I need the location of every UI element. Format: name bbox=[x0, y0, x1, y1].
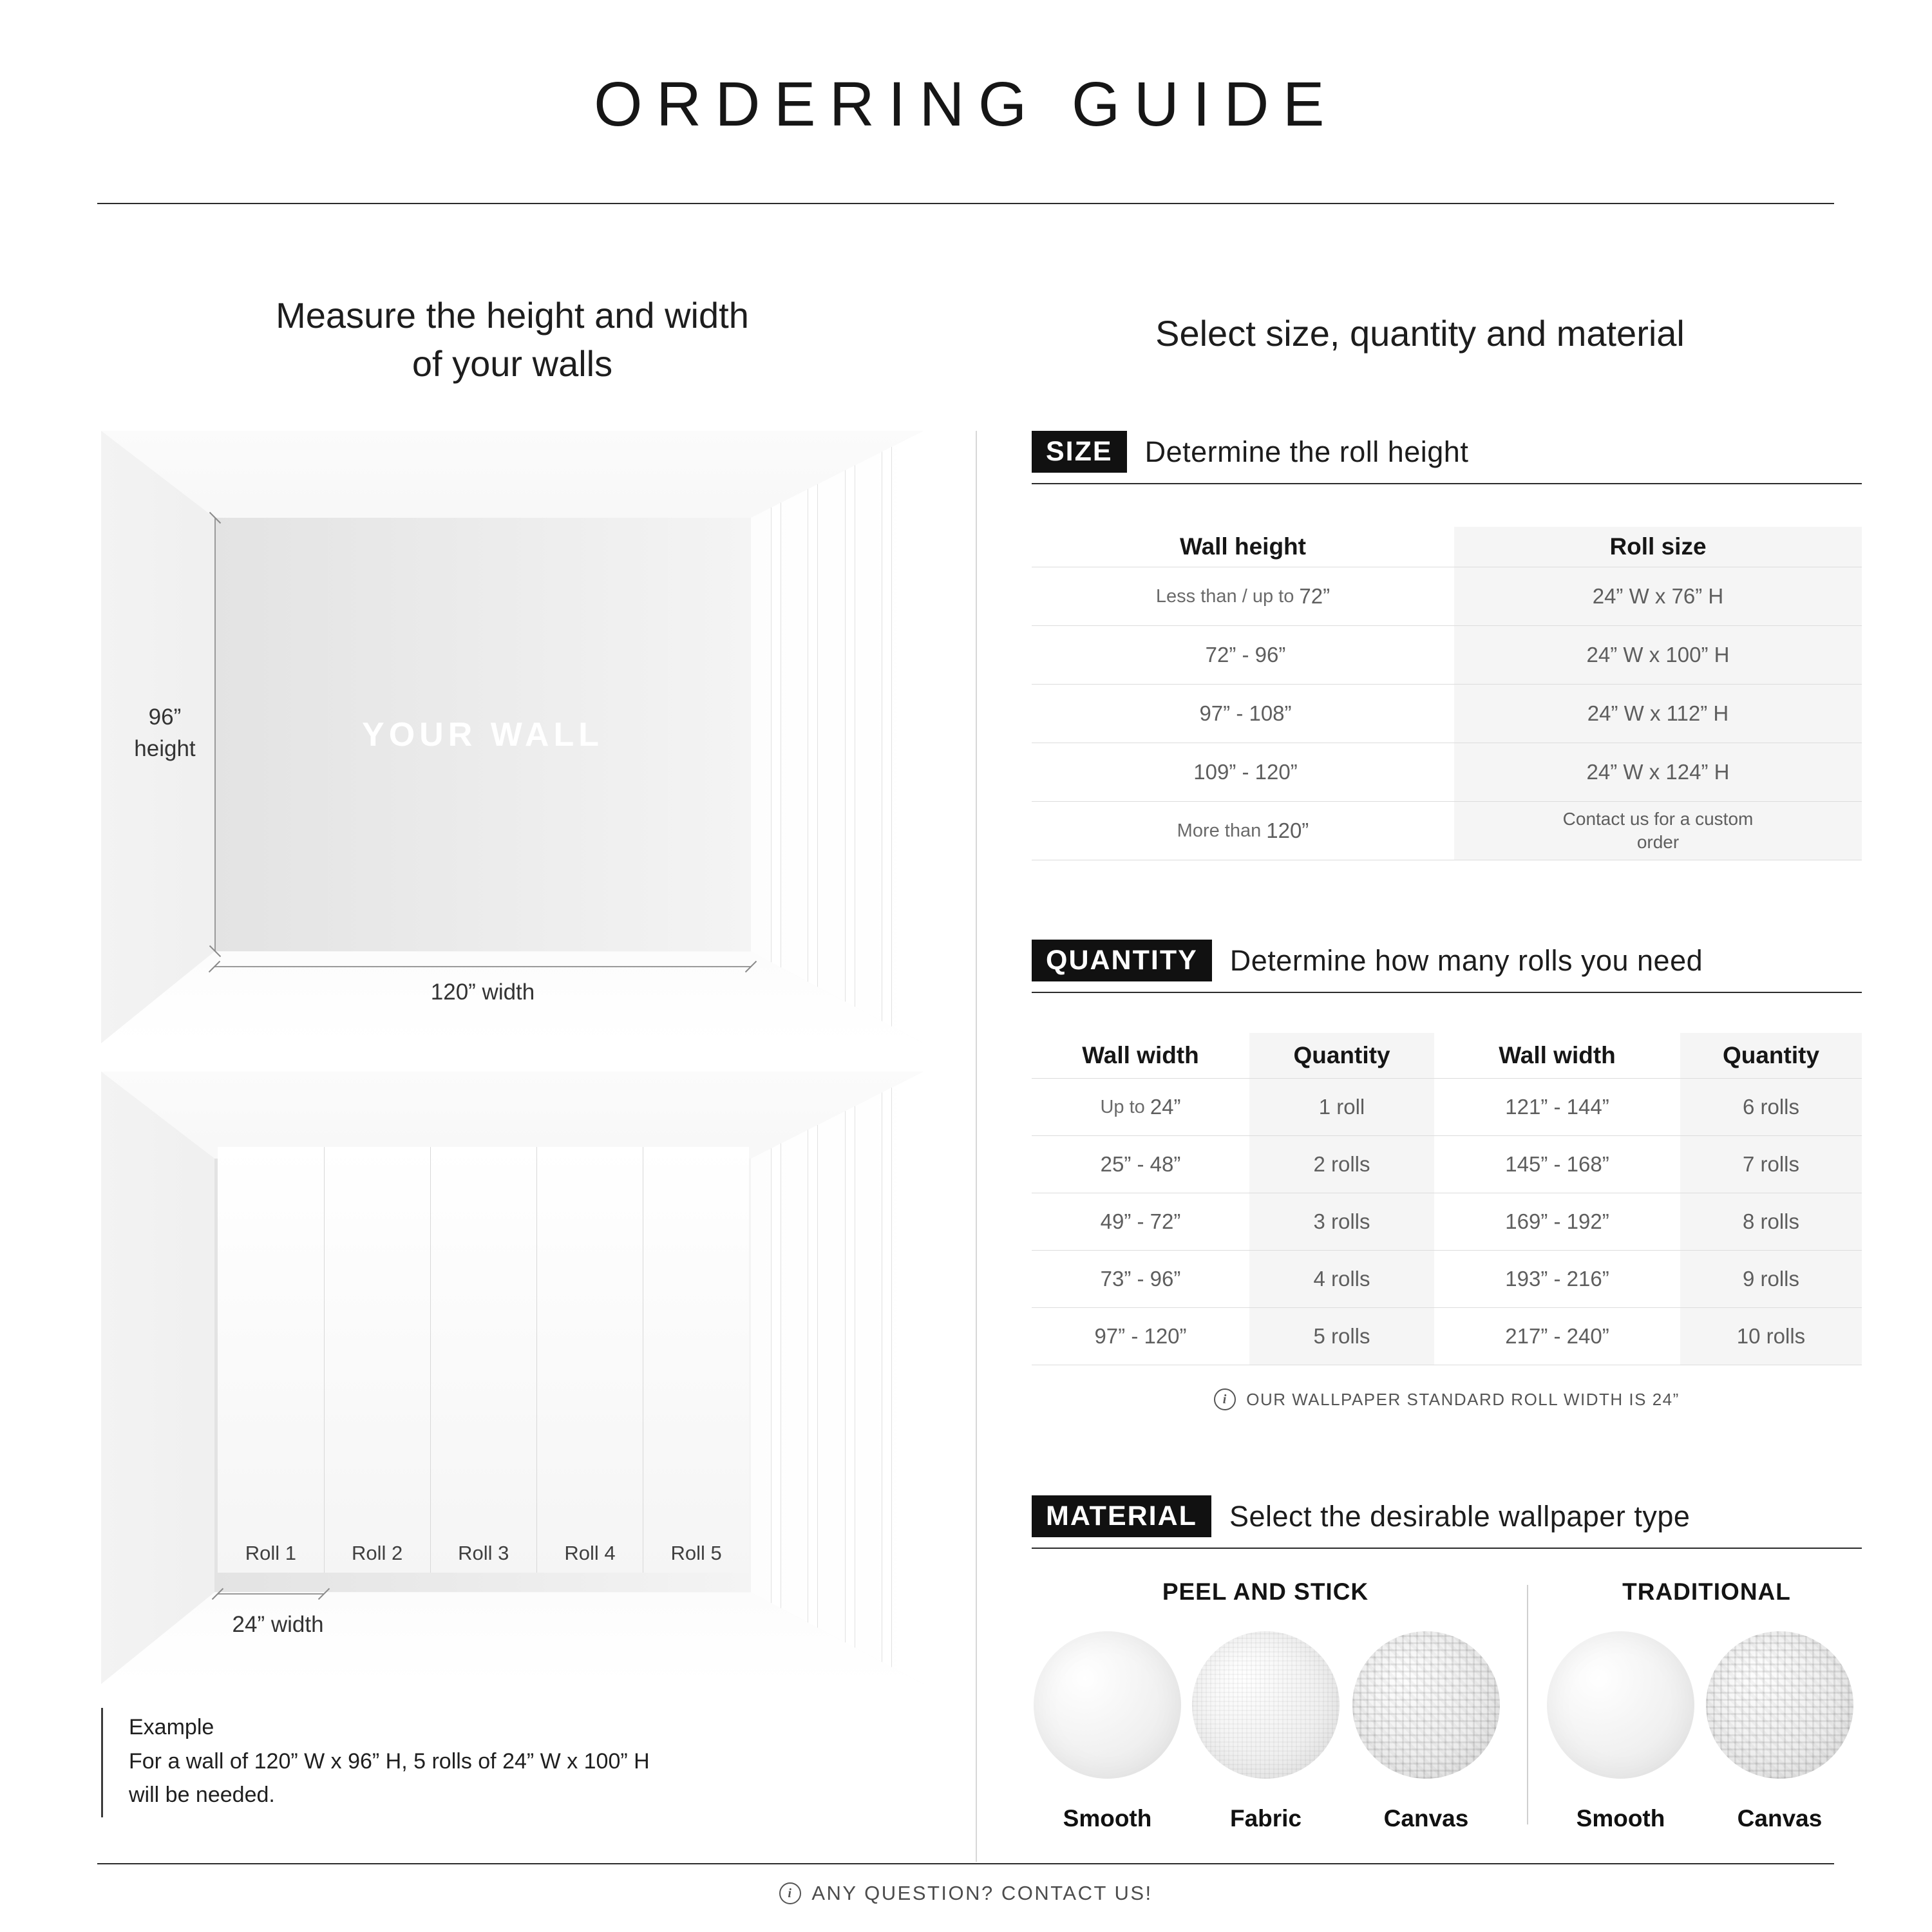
material-group-divider bbox=[1527, 1585, 1528, 1824]
window-mullion bbox=[882, 1072, 891, 1684]
table-row bbox=[1032, 1193, 1862, 1251]
quantity-cell: 10 rolls bbox=[1680, 1308, 1862, 1365]
left-heading-line2: of your walls bbox=[412, 343, 613, 384]
your-wall-surface bbox=[214, 518, 751, 951]
page-title: ORDERING GUIDE bbox=[594, 69, 1338, 139]
roll-panel bbox=[431, 1147, 537, 1573]
info-icon: i bbox=[1214, 1388, 1236, 1410]
wall-height-cell bbox=[1032, 802, 1454, 860]
column-divider bbox=[976, 431, 977, 1862]
window-mullion bbox=[846, 1072, 855, 1684]
wall-height-cell bbox=[1032, 567, 1454, 625]
window-mullion bbox=[772, 431, 781, 1043]
swatch-peel-smooth bbox=[1034, 1631, 1181, 1779]
your-wall-label: YOUR WALL bbox=[362, 715, 603, 753]
table-row bbox=[1032, 802, 1862, 860]
quantity-cell: 7 rolls bbox=[1680, 1136, 1862, 1193]
wall-height-cell bbox=[1032, 626, 1454, 684]
group-peel-and-stick-label: PEEL AND STICK bbox=[1162, 1578, 1369, 1605]
table-row bbox=[1032, 743, 1862, 802]
roll-width-dimension-line bbox=[218, 1593, 324, 1595]
left-heading-line1: Measure the height and width bbox=[276, 295, 749, 336]
room-illustration-measure bbox=[101, 431, 923, 1043]
quantity-section-title: Determine how many rolls you need bbox=[1229, 943, 1703, 977]
table-row bbox=[1032, 1079, 1862, 1136]
window-mullion bbox=[808, 431, 817, 1043]
quantity-cell: 5 rolls bbox=[1249, 1308, 1434, 1365]
window-mullion bbox=[772, 1072, 781, 1684]
table-row bbox=[1032, 1136, 1862, 1193]
wall-width-cell: 25” - 48” bbox=[1100, 1152, 1181, 1176]
roll-width-note bbox=[1032, 1388, 1862, 1410]
roll-panel-label: Roll 2 bbox=[351, 1541, 403, 1564]
cell-value: Contact us for a custom order bbox=[1562, 808, 1754, 852]
wall-height-label bbox=[118, 701, 213, 764]
footer-contact-text: ANY QUESTION? CONTACT US! bbox=[811, 1882, 1153, 1904]
quantity-cell: 2 rolls bbox=[1249, 1136, 1434, 1193]
table-row bbox=[1032, 567, 1862, 626]
cell-prefix: Up to bbox=[1100, 1096, 1145, 1117]
quantity-cell: 6 rolls bbox=[1680, 1079, 1862, 1135]
material-badge: MATERIAL bbox=[1032, 1495, 1211, 1537]
quantity-cell: 1 roll bbox=[1249, 1079, 1434, 1135]
size-badge: SIZE bbox=[1032, 431, 1127, 473]
right-column-heading: Select size, quantity and material bbox=[1155, 313, 1685, 354]
roll-panel-label: Roll 5 bbox=[670, 1541, 722, 1564]
wall-height-word: height bbox=[134, 736, 196, 762]
roll-panel-label: Roll 1 bbox=[245, 1541, 297, 1564]
wall-width-cell bbox=[1032, 1079, 1249, 1135]
wall-width-cell: 193” - 216” bbox=[1505, 1267, 1609, 1291]
roll-width-note-text: OUR WALLPAPER STANDARD ROLL WIDTH IS 24” bbox=[1246, 1389, 1680, 1409]
roll-size-cell bbox=[1454, 802, 1862, 860]
wall-height-value: 96” bbox=[148, 705, 182, 730]
roll-panel-label: Roll 3 bbox=[458, 1541, 509, 1564]
wallpaper-roll-panels bbox=[218, 1147, 749, 1573]
footer bbox=[0, 1882, 1932, 1905]
roll-size-cell: 24” W x 124” H bbox=[1454, 743, 1862, 801]
col-wall-height: Wall height bbox=[1180, 533, 1306, 560]
wall-width-cell: 97” - 120” bbox=[1094, 1324, 1187, 1348]
swatch-traditional-smooth bbox=[1547, 1631, 1694, 1779]
cell-value: 24” bbox=[1150, 1095, 1181, 1119]
group-traditional-label: TRADITIONAL bbox=[1622, 1578, 1791, 1605]
table-header-row bbox=[1032, 1033, 1862, 1079]
wall-width-label: 120” width bbox=[430, 980, 535, 1005]
roll-height-table bbox=[1032, 527, 1862, 860]
wall-height-cell bbox=[1032, 685, 1454, 743]
cell-value: 72” bbox=[1299, 584, 1331, 608]
swatch-label-smooth: Smooth bbox=[1063, 1805, 1152, 1832]
example-line2: will be needed. bbox=[129, 1783, 275, 1808]
wall-width-cell: 121” - 144” bbox=[1505, 1095, 1609, 1119]
col-roll-size: Roll size bbox=[1454, 527, 1862, 567]
table-row bbox=[1032, 626, 1862, 685]
cell-value: 72” - 96” bbox=[1205, 643, 1286, 667]
material-section-header bbox=[1032, 1495, 1862, 1549]
left-column-heading bbox=[101, 291, 923, 388]
material-section-title: Select the desirable wallpaper type bbox=[1229, 1499, 1690, 1533]
material-section bbox=[1032, 1495, 1862, 1890]
roll-panel bbox=[643, 1147, 749, 1573]
size-section-header bbox=[1032, 431, 1862, 484]
example-note bbox=[101, 1708, 650, 1817]
col-quantity: Quantity bbox=[1249, 1033, 1434, 1078]
cell-value: 109” - 120” bbox=[1193, 760, 1298, 784]
col-wall-width: Wall width bbox=[1499, 1042, 1616, 1068]
cell-prefix: More than bbox=[1177, 820, 1262, 841]
width-dimension-line bbox=[214, 966, 751, 967]
wall-width-cell: 169” - 192” bbox=[1505, 1209, 1609, 1233]
window-mullion bbox=[808, 1072, 817, 1684]
roll-size-cell: 24” W x 112” H bbox=[1454, 685, 1862, 743]
swatch-peel-fabric bbox=[1192, 1631, 1340, 1779]
roll-panel-label: Roll 4 bbox=[564, 1541, 616, 1564]
cell-value: 97” - 108” bbox=[1199, 701, 1292, 725]
roll-size-cell: 24” W x 100” H bbox=[1454, 626, 1862, 684]
example-line1: For a wall of 120” W x 96” H, 5 rolls of 24” W x 100” H bbox=[129, 1748, 650, 1774]
size-section bbox=[1032, 431, 1862, 860]
roll-quantity-table bbox=[1032, 1033, 1862, 1365]
table-header-row bbox=[1032, 527, 1862, 567]
quantity-section-header bbox=[1032, 940, 1862, 993]
height-dimension-line bbox=[214, 518, 216, 951]
header-divider bbox=[97, 203, 1834, 204]
table-row bbox=[1032, 1251, 1862, 1308]
roll-width-label: 24” width bbox=[232, 1611, 324, 1637]
roll-size-cell: 24” W x 76” H bbox=[1454, 567, 1862, 625]
quantity-badge: QUANTITY bbox=[1032, 940, 1212, 981]
quantity-cell: 9 rolls bbox=[1680, 1251, 1862, 1307]
window-mullion bbox=[846, 431, 855, 1043]
roll-panel bbox=[218, 1147, 324, 1573]
wall-width-cell: 49” - 72” bbox=[1100, 1209, 1181, 1233]
table-row bbox=[1032, 1308, 1862, 1365]
example-title: Example bbox=[129, 1715, 214, 1739]
quantity-cell: 8 rolls bbox=[1680, 1193, 1862, 1250]
swatch-label-smooth: Smooth bbox=[1576, 1805, 1665, 1832]
material-options bbox=[1032, 1549, 1862, 1890]
swatch-traditional-canvas bbox=[1706, 1631, 1853, 1779]
quantity-cell: 3 rolls bbox=[1249, 1193, 1434, 1250]
swatch-label-canvas: Canvas bbox=[1737, 1805, 1823, 1832]
table-row bbox=[1032, 685, 1862, 743]
wall-width-cell: 73” - 96” bbox=[1100, 1267, 1181, 1291]
cell-value: 120” bbox=[1266, 819, 1309, 842]
footer-divider bbox=[97, 1863, 1834, 1864]
wall-width-cell: 145” - 168” bbox=[1505, 1152, 1609, 1176]
swatch-peel-canvas bbox=[1352, 1631, 1500, 1779]
col-wall-width: Wall width bbox=[1082, 1042, 1199, 1068]
cell-prefix: Less than / up to bbox=[1155, 585, 1294, 607]
col-quantity: Quantity bbox=[1680, 1033, 1862, 1078]
roll-panel bbox=[537, 1147, 643, 1573]
swatch-label-canvas: Canvas bbox=[1383, 1805, 1469, 1832]
quantity-cell: 4 rolls bbox=[1249, 1251, 1434, 1307]
roll-panel bbox=[325, 1147, 431, 1573]
room-illustration-rolls bbox=[101, 1072, 923, 1684]
size-section-title: Determine the roll height bbox=[1144, 435, 1469, 468]
wall-height-cell bbox=[1032, 743, 1454, 801]
wall-width-cell: 217” - 240” bbox=[1505, 1324, 1609, 1348]
window-mullion bbox=[882, 431, 891, 1043]
swatch-label-fabric: Fabric bbox=[1229, 1805, 1302, 1832]
quantity-section bbox=[1032, 940, 1862, 1410]
info-icon: i bbox=[779, 1882, 801, 1904]
